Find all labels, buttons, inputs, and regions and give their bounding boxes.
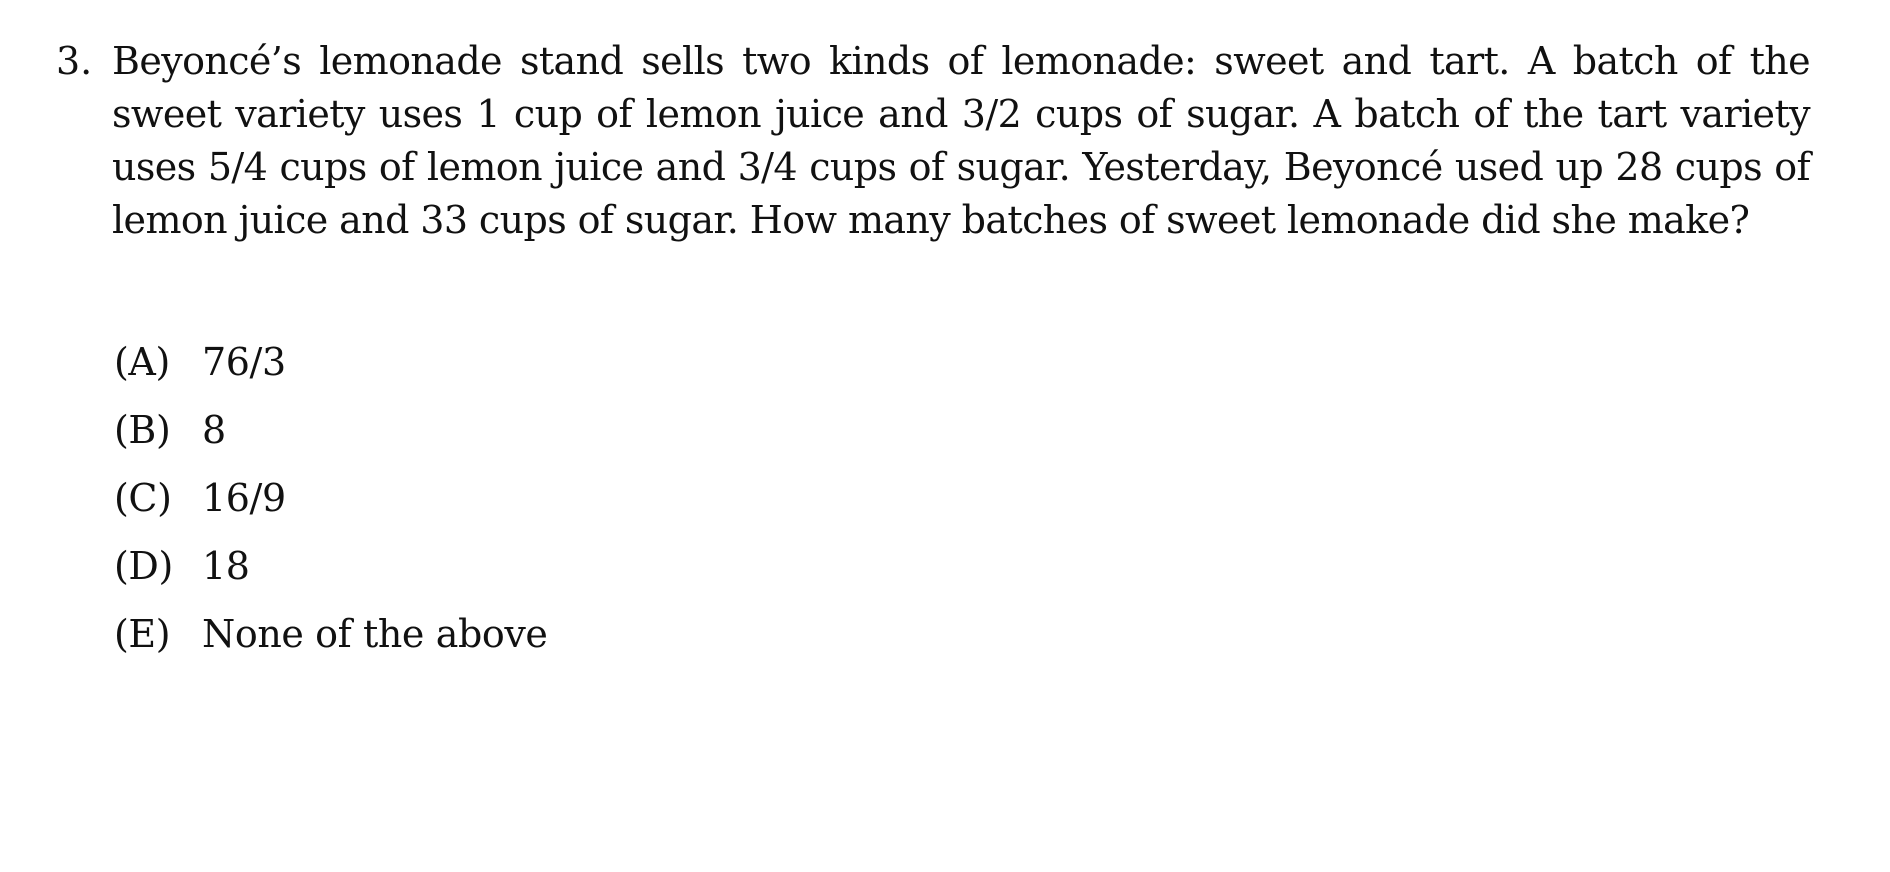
choice-c [114, 464, 548, 532]
choice-text: 18 [202, 544, 250, 588]
choice-label: (D) [114, 544, 173, 588]
choice-e [114, 600, 548, 668]
choice-label: (E) [114, 612, 171, 656]
choice-text: None of the above [202, 612, 548, 656]
question-number: 3. [56, 39, 93, 83]
choice-text: 8 [202, 408, 226, 452]
choice-label: (C) [114, 476, 172, 520]
answer-choices [114, 328, 548, 668]
choice-d [114, 532, 548, 600]
choice-b [114, 396, 548, 464]
question-text: Beyoncé’s lemonade stand sells two kinds of lemonade: sweet and tart. A batch of the sweet variety uses 1 cup of lemon juice and 3/2 cups of sugar. A batch of the tart variety uses 5/4 cups of lemon juice and 3/4 cups of sugar. Yesterday, Beyoncé used up 28 cups of lemon juice and 33 cups of sugar. How many batches of sweet lemonade did she make? [112, 39, 1810, 242]
choice-label: (B) [114, 408, 171, 452]
choice-text: 76/3 [202, 340, 286, 384]
choice-label: (A) [114, 340, 170, 384]
choice-text: 16/9 [202, 476, 286, 520]
choice-a [114, 328, 548, 396]
